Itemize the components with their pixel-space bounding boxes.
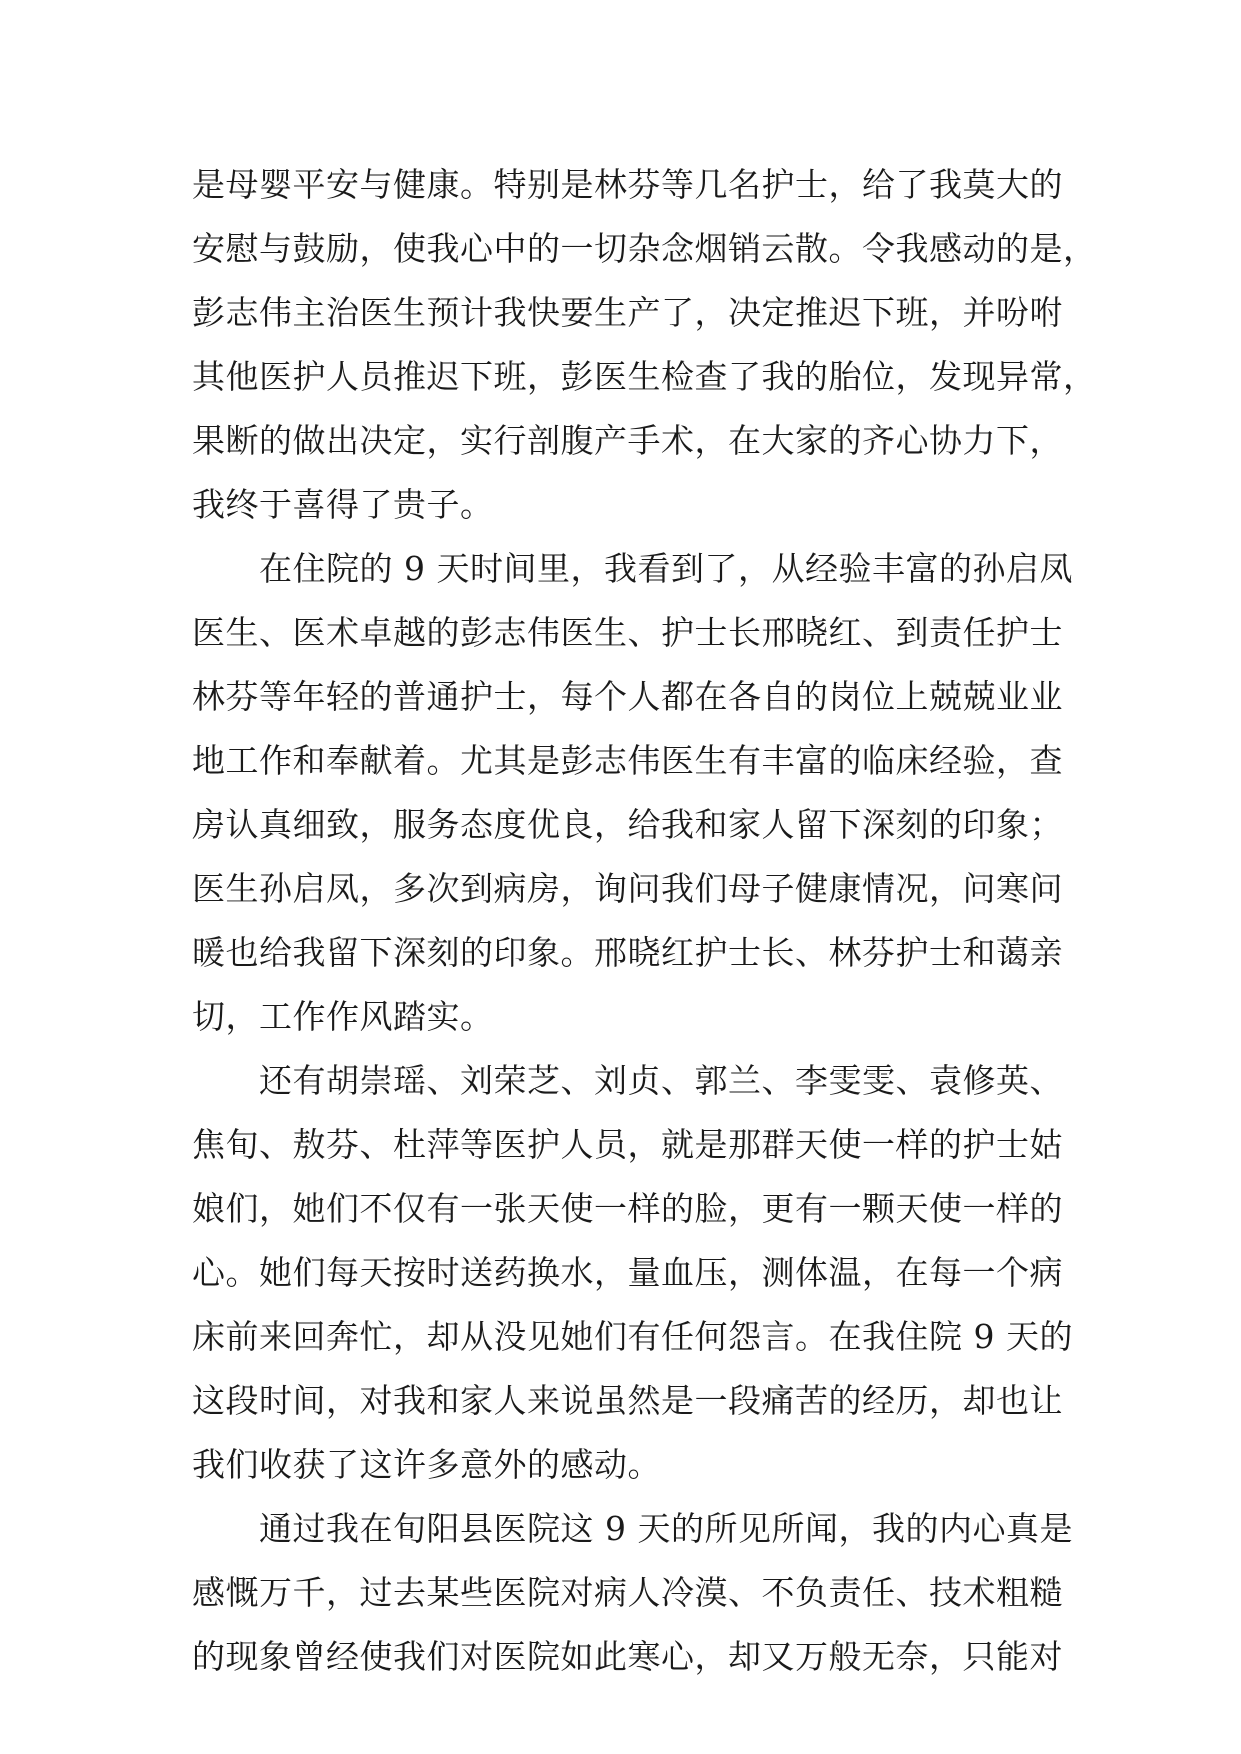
- text-line: 果断的做出决定，实行剖腹产手术，在大家的齐心协力下，: [192, 421, 1063, 460]
- text-line: 安慰与鼓励，使我心中的一切杂念烟销云散。令我感动的是，: [192, 229, 1097, 268]
- text-line: 暖也给我留下深刻的印象。邢晓红护士长、林芬护士和蔼亲: [192, 933, 1063, 972]
- text-line: 床前来回奔忙，却从没见她们有任何怨言。在我住院 9 天的: [192, 1317, 1073, 1356]
- text-line: 彭志伟主治医生预计我快要生产了，决定推迟下班，并吩咐: [192, 293, 1063, 332]
- text-line: 心。她们每天按时送药换水，量血压，测体温，在每一个病: [192, 1253, 1063, 1292]
- text-line: 是母婴平安与健康。特别是林芬等几名护士，给了我莫大的: [192, 165, 1063, 204]
- text-line: 焦旬、敖芬、杜萍等医护人员，就是那群天使一样的护士姑: [192, 1125, 1063, 1164]
- text-line: 房认真细致，服务态度优良，给我和家人留下深刻的印象；: [192, 805, 1063, 844]
- text-line: 医生、医术卓越的彭志伟医生、护士长邢晓红、到责任护士: [192, 613, 1063, 652]
- text-line: 在住院的 9 天时间里，我看到了，从经验丰富的孙启凤: [192, 549, 1073, 588]
- text-line: 通过我在旬阳县医院这 9 天的所见所闻，我的内心真是: [192, 1509, 1073, 1548]
- text-line: 切，工作作风踏实。: [192, 997, 494, 1036]
- text-line: 地工作和奉献着。尤其是彭志伟医生有丰富的临床经验，查: [192, 741, 1063, 780]
- text-line: 我终于喜得了贵子。: [192, 485, 494, 524]
- text-line: 医生孙启凤，多次到病房，询问我们母子健康情况，问寒问: [192, 869, 1063, 908]
- text-line: 感慨万千，过去某些医院对病人冷漠、不负责任、技术粗糙: [192, 1573, 1063, 1612]
- text-line: 娘们，她们不仅有一张天使一样的脸，更有一颗天使一样的: [192, 1189, 1063, 1228]
- text-line: 林芬等年轻的普通护士，每个人都在各自的岗位上兢兢业业: [192, 677, 1063, 716]
- text-line: 我们收获了这许多意外的感动。: [192, 1445, 661, 1484]
- body-text: [192, 153, 1097, 1689]
- text-line: 其他医护人员推迟下班，彭医生检查了我的胎位，发现异常，: [192, 357, 1097, 396]
- text-line: 的现象曾经使我们对医院如此寒心，却又万般无奈，只能对: [192, 1637, 1063, 1676]
- text-line: 这段时间，对我和家人来说虽然是一段痛苦的经历，却也让: [192, 1381, 1063, 1420]
- text-line: 还有胡崇瑶、刘荣芝、刘贞、郭兰、李雯雯、袁修英、: [192, 1061, 1063, 1100]
